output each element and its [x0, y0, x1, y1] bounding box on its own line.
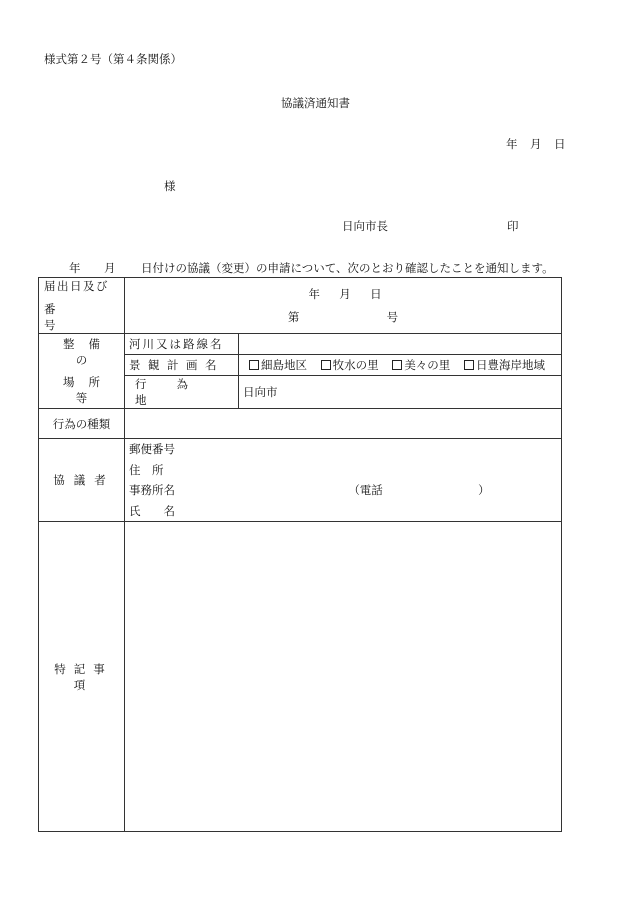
date-day: 日 [554, 137, 566, 151]
notification-label-line2: 番号 [44, 302, 116, 332]
act-type-label: 行為の種類 [39, 409, 125, 439]
consultant-fields[interactable] [125, 439, 562, 522]
consultant-label: 協議者 [39, 439, 125, 522]
option-hososhima[interactable]: 細島地区 [249, 358, 307, 372]
location-label-line2: 場所等 [63, 375, 114, 405]
consultant-row [39, 439, 562, 522]
notification-form-table [38, 277, 562, 832]
act-location-value[interactable]: 日向市 [239, 376, 562, 409]
act-location-label: 行為地 [125, 376, 239, 409]
checkbox-icon [321, 360, 331, 370]
checkbox-icon [464, 360, 474, 370]
notification-value-cell[interactable] [125, 278, 562, 334]
phone-close: ） [478, 483, 490, 497]
postal-code-label: 郵便番号 [129, 442, 175, 456]
checkbox-icon [392, 360, 402, 370]
act-type-value[interactable] [125, 409, 562, 439]
option-mimi[interactable]: 美々の里 [392, 358, 450, 372]
location-label-cell [39, 334, 125, 409]
phone-open: （電話 [348, 483, 383, 497]
notif-month: 月 [339, 287, 351, 301]
form-number: 様式第２号（第４条関係） [44, 52, 182, 66]
location-label-line1: 整備の [63, 337, 114, 367]
issuer-name: 日向市長 [342, 219, 388, 233]
notif-year: 年 [308, 287, 320, 301]
river-road-row [39, 334, 562, 355]
notif-number-prefix: 第 [287, 310, 300, 324]
checkbox-icon [249, 360, 259, 370]
option-bokusui[interactable]: 牧水の里 [321, 358, 379, 372]
remarks-row [39, 522, 562, 832]
river-road-label: 河川又は路線名 [125, 334, 239, 355]
seal-mark: 印 [507, 219, 519, 233]
office-line [129, 480, 557, 501]
act-type-row [39, 409, 562, 439]
notif-number-suffix: 号 [386, 310, 399, 324]
landscape-options [239, 355, 562, 376]
addressee-suffix: 様 [164, 179, 176, 193]
notification-row [39, 278, 562, 334]
intro-text: 日付けの協議（変更）の申請について、次のとおり確認したことを通知します。 [141, 261, 554, 275]
notification-label-line1: 届出日及び [44, 279, 109, 293]
intro-month: 月 [104, 261, 116, 275]
notif-day: 日 [370, 287, 382, 301]
option-nippo-kaigan[interactable]: 日豊海岸地域 [464, 358, 545, 372]
office-label: 事務所名 [129, 483, 175, 497]
intro-year: 年 [69, 261, 81, 275]
river-road-value[interactable] [239, 334, 562, 355]
notification-label-cell [39, 278, 125, 334]
remarks-value[interactable] [125, 522, 562, 832]
remarks-label: 特記事項 [39, 522, 125, 832]
landscape-plan-label: 景観計画名 [125, 355, 239, 376]
address-label: 住 所 [129, 462, 164, 477]
date-year: 年 [506, 137, 518, 151]
name-label: 氏 名 [129, 503, 175, 518]
date-month: 月 [530, 137, 542, 151]
document-title: 協議済通知書 [281, 96, 350, 110]
